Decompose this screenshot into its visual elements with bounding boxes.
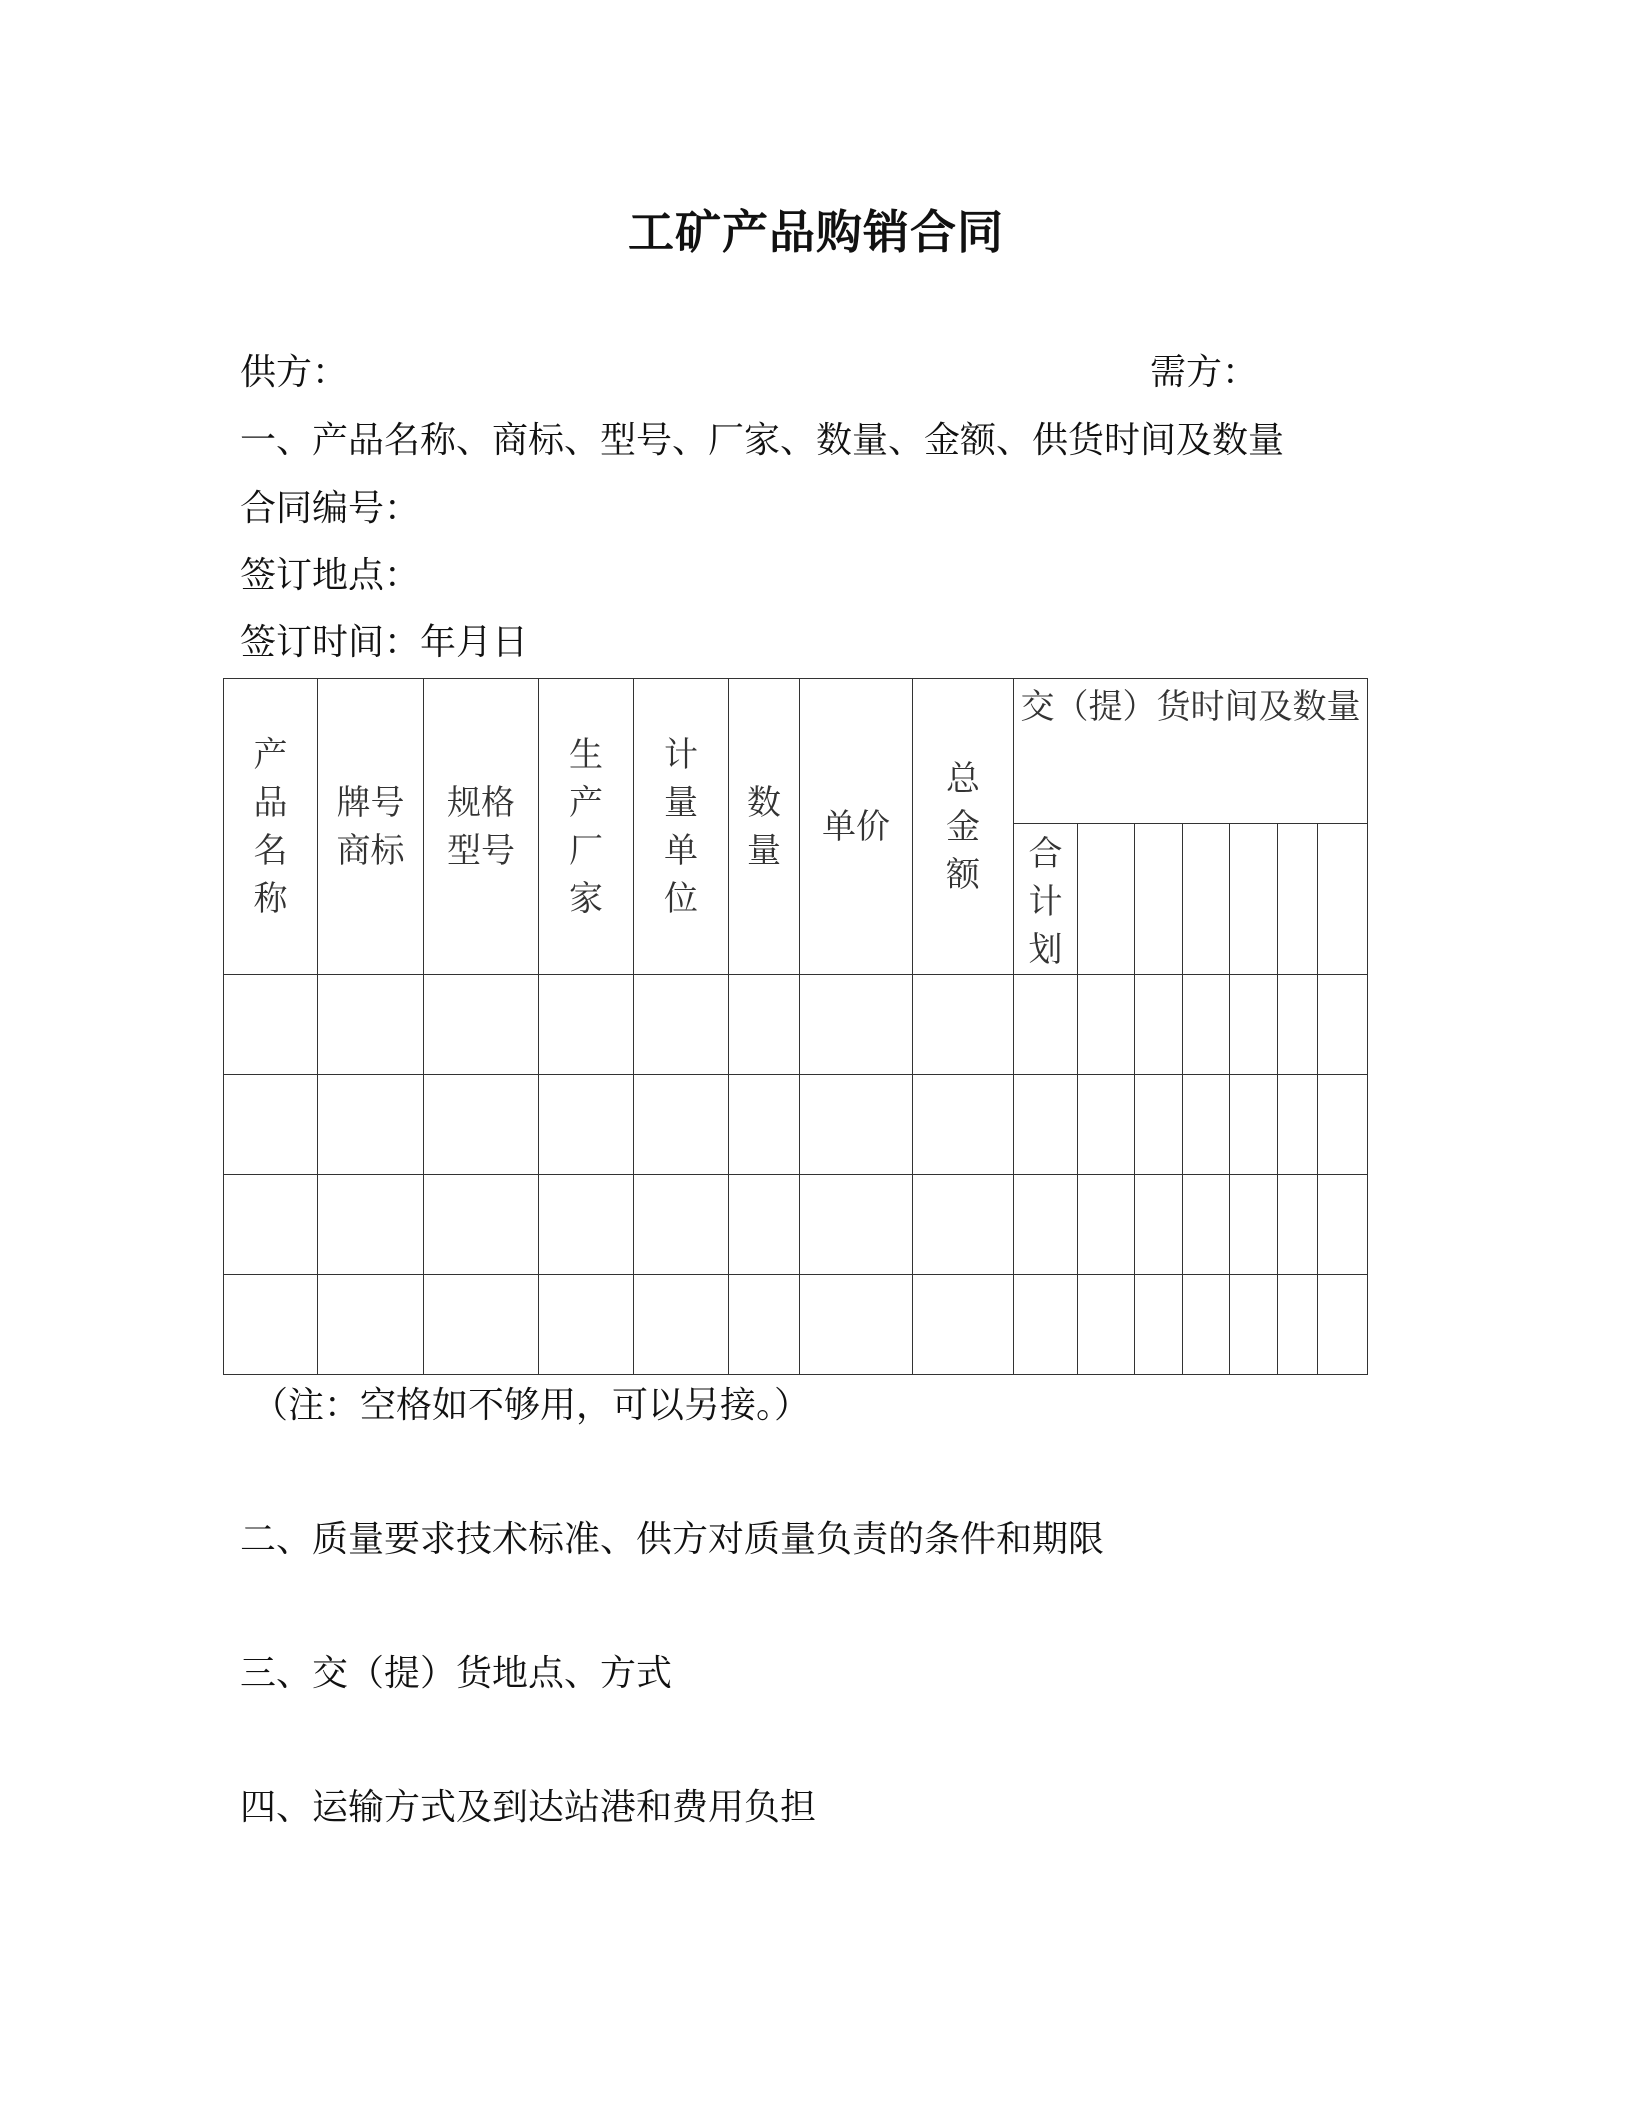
table-cell[interactable]	[729, 975, 800, 1075]
section-2-heading: 二、质量要求技术标准、供方对质量负责的条件和期限	[240, 1519, 1105, 1560]
header-blank-cell	[1318, 824, 1368, 975]
table-cell[interactable]	[1014, 1075, 1078, 1175]
header-blank-cell	[1230, 824, 1278, 975]
table-cell[interactable]	[1278, 1075, 1318, 1175]
table-cell[interactable]	[729, 1275, 800, 1375]
header-unit-price: 单价	[800, 679, 913, 975]
section-1-heading: 一、产品名称、商标、型号、厂家、数量、金额、供货时间及数量	[240, 420, 1285, 461]
table-cell[interactable]	[1135, 975, 1183, 1075]
table-cell[interactable]	[1230, 1175, 1278, 1275]
table-cell[interactable]	[729, 1175, 800, 1275]
table-cell[interactable]	[1278, 1275, 1318, 1375]
table-cell[interactable]	[913, 1075, 1014, 1175]
header-product-name: 产品名称	[224, 679, 318, 975]
table-cell[interactable]	[800, 1275, 913, 1375]
table-row	[224, 1175, 1368, 1275]
table-row	[224, 1075, 1368, 1175]
table-cell[interactable]	[318, 1075, 424, 1175]
table-row	[224, 975, 1368, 1075]
table-cell[interactable]	[318, 1175, 424, 1275]
table-cell[interactable]	[1318, 1275, 1368, 1375]
table-cell[interactable]	[913, 1175, 1014, 1275]
table-cell[interactable]	[539, 1275, 634, 1375]
table-cell[interactable]	[1230, 975, 1278, 1075]
table-cell[interactable]	[224, 1175, 318, 1275]
table-cell[interactable]	[800, 1175, 913, 1275]
table-cell[interactable]	[424, 1175, 539, 1275]
table-cell[interactable]	[634, 1075, 729, 1175]
table-cell[interactable]	[224, 975, 318, 1075]
header-blank-cell	[1278, 824, 1318, 975]
table-cell[interactable]	[1014, 975, 1078, 1075]
table-cell[interactable]	[1183, 1175, 1230, 1275]
table-cell[interactable]	[800, 1075, 913, 1175]
header-brand: 牌号商标	[318, 679, 424, 975]
contract-number-label: 合同编号：	[240, 488, 421, 529]
table-cell[interactable]	[1230, 1075, 1278, 1175]
table-cell[interactable]	[318, 975, 424, 1075]
table-cell[interactable]	[424, 1075, 539, 1175]
table-cell[interactable]	[539, 975, 634, 1075]
header-blank-cell	[1183, 824, 1230, 975]
table-cell[interactable]	[729, 1075, 800, 1175]
header-delivery: 交（提）货时间及数量	[1014, 679, 1368, 824]
table-cell[interactable]	[913, 1275, 1014, 1375]
header-spec: 规格型号	[424, 679, 539, 975]
table-cell[interactable]	[1078, 1175, 1135, 1275]
table-cell[interactable]	[1078, 1275, 1135, 1375]
signing-time-label: 签订时间：年月日	[240, 622, 529, 663]
table-cell[interactable]	[539, 1075, 634, 1175]
table-cell[interactable]	[1318, 975, 1368, 1075]
table-cell[interactable]	[1183, 975, 1230, 1075]
table-cell[interactable]	[634, 1275, 729, 1375]
header-quantity: 数量	[729, 679, 800, 975]
product-table	[223, 678, 1368, 1375]
table-cell[interactable]	[1078, 975, 1135, 1075]
table-cell[interactable]	[634, 1175, 729, 1275]
table-cell[interactable]	[1278, 975, 1318, 1075]
table-cell[interactable]	[1183, 1275, 1230, 1375]
table-cell[interactable]	[634, 975, 729, 1075]
table-cell[interactable]	[1230, 1275, 1278, 1375]
header-plan-total: 合计划	[1014, 824, 1078, 975]
table-cell[interactable]	[318, 1275, 424, 1375]
table-row	[224, 1275, 1368, 1375]
header-unit: 计量单位	[634, 679, 729, 975]
supplier-label: 供方：	[240, 352, 349, 393]
table-cell[interactable]	[224, 1275, 318, 1375]
header-manufacturer: 生产厂家	[539, 679, 634, 975]
table-cell[interactable]	[1135, 1175, 1183, 1275]
table-cell[interactable]	[1014, 1275, 1078, 1375]
section-3-heading: 三、交（提）货地点、方式	[240, 1653, 673, 1694]
header-total-amount: 总金额	[913, 679, 1014, 975]
table-cell[interactable]	[1278, 1175, 1318, 1275]
section-4-heading: 四、运输方式及到达站港和费用负担	[240, 1787, 817, 1828]
table-cell[interactable]	[913, 975, 1014, 1075]
table-cell[interactable]	[424, 1275, 539, 1375]
header-blank-cell	[1135, 824, 1183, 975]
table-cell[interactable]	[1318, 1175, 1368, 1275]
table-cell[interactable]	[539, 1175, 634, 1275]
table-cell[interactable]	[1078, 1075, 1135, 1175]
table-note: （注：空格如不够用，可以另接。）	[252, 1385, 811, 1426]
table-cell[interactable]	[1183, 1075, 1230, 1175]
buyer-label: 需方：	[1150, 352, 1259, 393]
table-cell[interactable]	[224, 1075, 318, 1175]
table-cell[interactable]	[800, 975, 913, 1075]
table-cell[interactable]	[1135, 1075, 1183, 1175]
table-cell[interactable]	[1318, 1075, 1368, 1175]
document-title: 工矿产品购销合同	[628, 205, 1004, 259]
signing-place-label: 签订地点：	[240, 555, 421, 596]
table-cell[interactable]	[1014, 1175, 1078, 1275]
table-cell[interactable]	[1135, 1275, 1183, 1375]
header-blank-cell	[1078, 824, 1135, 975]
table-cell[interactable]	[424, 975, 539, 1075]
